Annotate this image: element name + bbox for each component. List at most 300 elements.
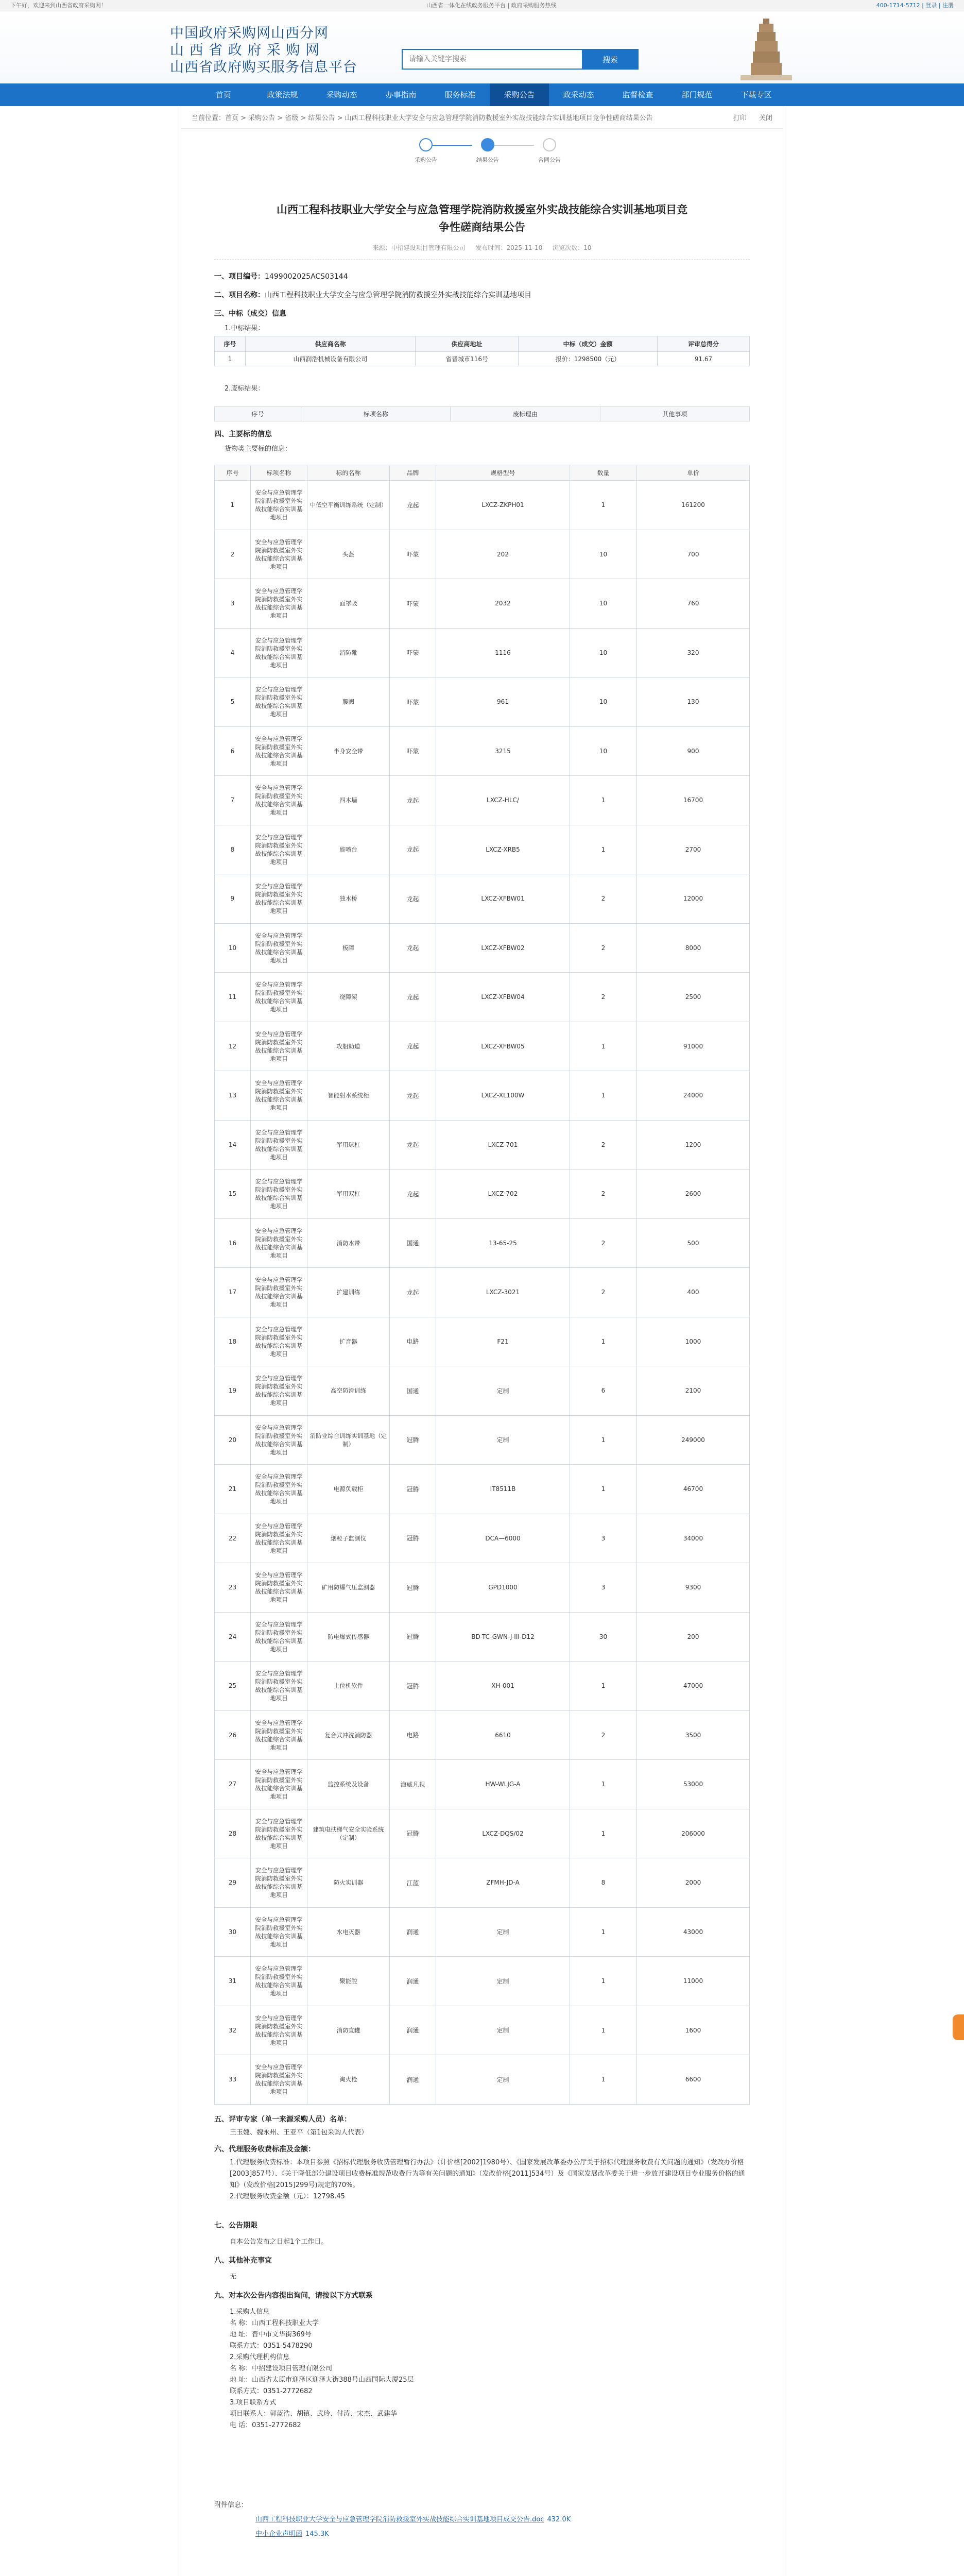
- table-row: [215, 1022, 750, 1071]
- table-row: [215, 2006, 750, 2055]
- table-cell: 安全与应急管理学院消防救援室外实战技能综合实训基地项目: [251, 1760, 307, 1809]
- table-cell: 23: [215, 1563, 251, 1613]
- table-cell: 能喷台: [307, 825, 390, 874]
- table-cell: 润通: [390, 1907, 436, 1957]
- table-cell: 3215: [436, 726, 570, 776]
- table-cell: 国通: [390, 1218, 436, 1268]
- table-cell: 1116: [436, 628, 570, 677]
- table-row: [215, 1268, 750, 1317]
- table-cell: LXCZ-XFBW04: [436, 973, 570, 1022]
- attachment-link[interactable]: 中小企业声明函: [255, 2530, 303, 2538]
- breadcrumb-text[interactable]: 当前位置：首页 > 采购公告 > 省级 > 结果公告 > 山西工程科技职业大学安全与应急管理学院消防救援室外实战技能综合实训基地项目竞争性磋商结果公告: [192, 114, 653, 122]
- table-row: [215, 1760, 750, 1809]
- table-cell: 龙起: [390, 973, 436, 1022]
- table-cell: LXCZ-HLC/: [436, 776, 570, 825]
- table-cell: 46700: [637, 1465, 750, 1514]
- table-cell: 电路: [390, 1317, 436, 1366]
- table-cell: 4: [215, 628, 251, 677]
- other-text: 无: [230, 2273, 237, 2281]
- table-cell: 19: [215, 1366, 251, 1416]
- close-button[interactable]: 关闭: [759, 114, 772, 122]
- table-cell: 2032: [436, 579, 570, 629]
- table-cell: 润通: [390, 2006, 436, 2055]
- failed-table: 序号 标项名称 废标理由 其他事项: [214, 406, 750, 421]
- table-cell: 2: [215, 530, 251, 579]
- table-cell: 1000: [637, 1317, 750, 1366]
- logo-line-3: 山西省政府购买服务信息平台: [170, 59, 357, 75]
- table-cell: 760: [637, 579, 750, 629]
- table-cell: 1: [215, 481, 251, 530]
- table-cell: 安全与应急管理学院消防救援室外实战技能综合实训基地项目: [251, 1415, 307, 1465]
- table-row: [215, 1317, 750, 1366]
- table-cell: 复合式冲洗消防器: [307, 1710, 390, 1760]
- table-cell: 消防直罐: [307, 2006, 390, 2055]
- meta-views: 浏览次数：10: [553, 244, 592, 251]
- table-cell: 安全与应急管理学院消防救援室外实战技能综合实训基地项目: [251, 1218, 307, 1268]
- goods-sub-label: 货物类主要标的信息：: [225, 445, 292, 453]
- table-cell: 8: [215, 825, 251, 874]
- table-cell: 安全与应急管理学院消防救援室外实战技能综合实训基地项目: [251, 1907, 307, 1957]
- table-row: [215, 1563, 750, 1613]
- table-cell: 吓蒙: [390, 677, 436, 727]
- table-cell: 安全与应急管理学院消防救援室外实战技能综合实训基地项目: [251, 825, 307, 874]
- table-cell: 水电灭器: [307, 1907, 390, 1957]
- section-project-name: 二、项目名称：山西工程科技职业大学安全与应急管理学院消防救援室外实战技能综合实训基地项目: [214, 291, 531, 299]
- table-cell: 安全与应急管理学院消防救援室外实战技能综合实训基地项目: [251, 1858, 307, 1908]
- table-cell: 江蓝: [390, 1858, 436, 1908]
- winner-table: 序号 供应商名称 供应商地址 中标（成交）金额 评审总得分 1 山西润浩机械设备有限公司 省晋城市116号 报价：1298500（元） 91.67: [214, 336, 750, 366]
- pagoda-logo-icon: [735, 15, 797, 82]
- table-cell: 龙起: [390, 1022, 436, 1071]
- section-other: 八、其他补充事宜: [214, 2256, 272, 2265]
- table-row: [215, 973, 750, 1022]
- table-cell: 27: [215, 1760, 251, 1809]
- table-cell: 30: [215, 1907, 251, 1957]
- table-cell: 2: [570, 1218, 637, 1268]
- table-cell: 7: [215, 776, 251, 825]
- table-cell: BD-TC-GWN-J-III-D12: [436, 1612, 570, 1662]
- search-button[interactable]: 搜索: [582, 49, 639, 70]
- top-utility-bar: [0, 0, 964, 11]
- table-cell: 安全与应急管理学院消防救援室外实战技能综合实训基地项目: [251, 1514, 307, 1563]
- table-cell: 安全与应急管理学院消防救援室外实战技能综合实训基地项目: [251, 530, 307, 579]
- table-cell: 龙起: [390, 1170, 436, 1219]
- table-cell: 91000: [637, 1022, 750, 1071]
- table-cell: 47000: [637, 1662, 750, 1711]
- table-cell: 安全与应急管理学院消防救援室外实战技能综合实训基地项目: [251, 1465, 307, 1514]
- table-cell: 12000: [637, 874, 750, 924]
- table-cell: 安全与应急管理学院消防救援室外实战技能综合实训基地项目: [251, 579, 307, 629]
- table-row: [215, 1071, 750, 1121]
- nav-announcements[interactable]: 采购公告: [490, 83, 549, 106]
- table-cell: 定制: [436, 2055, 570, 2105]
- attachment-link[interactable]: 山西工程科技职业大学安全与应急管理学院消防救援室外实战技能综合实训基地项目成交公告.doc: [255, 2515, 544, 2523]
- table-cell: 军用双杠: [307, 1170, 390, 1219]
- table-cell: 攻船助道: [307, 1022, 390, 1071]
- table-cell: 定制: [436, 1415, 570, 1465]
- table-cell: 安全与应急管理学院消防救援室外实战技能综合实训基地项目: [251, 874, 307, 924]
- table-cell: 安全与应急管理学院消防救援室外实战技能综合实训基地项目: [251, 1612, 307, 1662]
- table-cell: F21: [436, 1317, 570, 1366]
- table-cell: 202: [436, 530, 570, 579]
- table-cell: 军用球杠: [307, 1120, 390, 1170]
- table-cell: 烟粒子监测仪: [307, 1514, 390, 1563]
- table-cell: 1: [570, 1760, 637, 1809]
- table-cell: 9300: [637, 1563, 750, 1613]
- table-cell: 矿用防爆气压监测器: [307, 1563, 390, 1613]
- table-cell: 安全与应急管理学院消防救援室外实战技能综合实训基地项目: [251, 1071, 307, 1121]
- table-row: [215, 1957, 750, 2006]
- table-cell: 3: [215, 579, 251, 629]
- table-cell: 1: [570, 1071, 637, 1121]
- breadcrumb: [181, 106, 783, 129]
- table-cell: 2700: [637, 825, 750, 874]
- table-cell: 安全与应急管理学院消防救援室外实战技能综合实训基地项目: [251, 481, 307, 530]
- table-cell: 安全与应急管理学院消防救援室外实战技能综合实训基地项目: [251, 2006, 307, 2055]
- table-row: [215, 1809, 750, 1858]
- section-fee: 六、代理服务收费标准及金额：: [214, 2145, 315, 2154]
- table-cell: 32: [215, 2006, 251, 2055]
- table-cell: 建筑电扶梯气安全实验系统（定制）: [307, 1809, 390, 1858]
- table-cell: 2100: [637, 1366, 750, 1416]
- table-cell: 2000: [637, 1858, 750, 1908]
- table-cell: 龙起: [390, 1071, 436, 1121]
- table-row: [215, 1366, 750, 1416]
- table-cell: 2: [570, 923, 637, 973]
- fee-amount: 2.代理服务收费金额（元）：12798.45: [230, 2192, 345, 2200]
- nav-downloads[interactable]: 下载专区: [741, 90, 772, 99]
- table-cell: 6610: [436, 1710, 570, 1760]
- table-cell: 130: [637, 677, 750, 727]
- table-row: [215, 1465, 750, 1514]
- table-cell: 1: [570, 1415, 637, 1465]
- table-cell: 安全与应急管理学院消防救援室外实战技能综合实训基地项目: [251, 677, 307, 727]
- search-input[interactable]: [402, 49, 582, 70]
- step-done-icon: [419, 138, 433, 151]
- table-cell: 6600: [637, 2055, 750, 2105]
- section-contact: 九、对本次公告内容提出询问，请按以下方式联系: [214, 2291, 373, 2300]
- table-cell: 安全与应急管理学院消防救援室外实战技能综合实训基地项目: [251, 1809, 307, 1858]
- failed-result-label: 2.废标结果：: [225, 385, 265, 393]
- table-cell: 10: [570, 628, 637, 677]
- award-result-label: 1.中标结果：: [225, 325, 265, 332]
- table-cell: 11000: [637, 1957, 750, 2006]
- meta-source: 来源：中招建设项目管理有限公司: [372, 244, 466, 251]
- table-cell: 21: [215, 1465, 251, 1514]
- table-cell: HW-WLJG-A: [436, 1760, 570, 1809]
- table-cell: LXCZ-702: [436, 1170, 570, 1219]
- table-cell: 板障: [307, 923, 390, 973]
- table-cell: 9: [215, 874, 251, 924]
- table-cell: 安全与应急管理学院消防救援室外实战技能综合实训基地项目: [251, 973, 307, 1022]
- step-label[interactable]: 采购公告: [415, 157, 437, 163]
- table-cell: 腰阀: [307, 677, 390, 727]
- period-text: 自本公告发布之日起1个工作日。: [230, 2238, 328, 2246]
- table-cell: 15: [215, 1170, 251, 1219]
- table-cell: 1: [570, 1809, 637, 1858]
- table-row: [215, 1662, 750, 1711]
- table-cell: LXCZ-XFBW05: [436, 1022, 570, 1071]
- table-cell: 1: [570, 1317, 637, 1366]
- experts-list: 王玉婕、魏永州、王亚平（第1包采购人代表）: [230, 2128, 368, 2137]
- attachments: 附件信息： 山西工程科技职业大学安全与应急管理学院消防救援室外实战技能综合实训基地项目成交公告.doc 432.0K 中小企业声明函 145.3K: [214, 2498, 750, 2541]
- table-cell: 3500: [637, 1710, 750, 1760]
- table-cell: 半身安全带: [307, 726, 390, 776]
- table-cell: 10: [215, 923, 251, 973]
- table-cell: 冠腾: [390, 1662, 436, 1711]
- table-cell: 吓蒙: [390, 726, 436, 776]
- table-cell: 龙起: [390, 923, 436, 973]
- table-cell: ZFMH-JD-A: [436, 1858, 570, 1908]
- table-cell: 高空防滑训练: [307, 1366, 390, 1416]
- table-cell: 安全与应急管理学院消防救援室外实战技能综合实训基地项目: [251, 1563, 307, 1613]
- table-cell: 1: [570, 1022, 637, 1071]
- table-cell: 1200: [637, 1120, 750, 1170]
- table-cell: 龙起: [390, 825, 436, 874]
- step-label[interactable]: 结果公告: [476, 157, 499, 163]
- table-cell: 17: [215, 1268, 251, 1317]
- table-row: [215, 1710, 750, 1760]
- table-cell: 消防业综合训练实训基地（定制）: [307, 1415, 390, 1465]
- table-cell: 电源负载柜: [307, 1465, 390, 1514]
- table-row: [215, 1612, 750, 1662]
- content-page: [181, 106, 783, 2576]
- table-cell: GPD1000: [436, 1563, 570, 1613]
- table-cell: 独木桥: [307, 874, 390, 924]
- table-cell: 249000: [637, 1415, 750, 1465]
- table-cell: IT8511B: [436, 1465, 570, 1514]
- table-cell: 龙起: [390, 776, 436, 825]
- table-cell: 2: [570, 1268, 637, 1317]
- announcement-article: [214, 191, 750, 2541]
- table-cell: DCA—6000: [436, 1514, 570, 1563]
- table-cell: 24000: [637, 1071, 750, 1121]
- table-row: [215, 825, 750, 874]
- table-cell: 国通: [390, 1366, 436, 1416]
- table-cell: 润通: [390, 2055, 436, 2105]
- table-cell: 320: [637, 628, 750, 677]
- nav-home[interactable]: 首页: [215, 90, 231, 99]
- table-cell: 定制: [436, 2006, 570, 2055]
- table-cell: 吓蒙: [390, 530, 436, 579]
- step-pending-icon: [543, 138, 556, 151]
- table-cell: 监控系统及设备: [307, 1760, 390, 1809]
- table-cell: 3: [570, 1563, 637, 1613]
- contact-lines: 1.采购人信息 名 称：山西工程科技职业大学 地 址：晋中市文华街369号 联系方式：0351-5478290 2.采购代理机构信息 名 称：中招建设项目管理有限公司 地 址：山西省太原市迎泽区迎泽大街388号山西国际大厦25层 联系方式：0351-2772682 3.项目联系方式 项目联系人：郭蓝浩、胡镇、武玲、付涛、宋杰、武建华 电 话：0351-2772682: [230, 2308, 414, 2429]
- table-cell: 1: [570, 1907, 637, 1957]
- table-cell: LXCZ-3021: [436, 1268, 570, 1317]
- table-cell: 润通: [390, 1957, 436, 2006]
- table-cell: 消防水带: [307, 1218, 390, 1268]
- attachments-label: 附件信息：: [214, 2501, 248, 2509]
- login-links[interactable]: 400-1714-5712 | 登录 | 注册: [876, 2, 954, 9]
- table-row: [215, 1514, 750, 1563]
- table-cell: 2600: [637, 1170, 750, 1219]
- table-cell: 2500: [637, 973, 750, 1022]
- table-cell: 安全与应急管理学院消防救援室外实战技能综合实训基地项目: [251, 1268, 307, 1317]
- nav-dynamics[interactable]: 政采动态: [563, 90, 594, 99]
- step-label[interactable]: 合同公告: [538, 157, 561, 163]
- table-cell: LXCZ-701: [436, 1120, 570, 1170]
- table-cell: 10: [570, 579, 637, 629]
- table-cell: 24: [215, 1612, 251, 1662]
- table-row: [215, 2055, 750, 2105]
- search-box: [402, 49, 639, 70]
- table-cell: 安全与应急管理学院消防救援室外实战技能综合实训基地项目: [251, 2055, 307, 2105]
- float-service-icon[interactable]: [953, 2014, 964, 2040]
- table-cell: 400: [637, 1268, 750, 1317]
- section-award-info: 三、中标（成交）信息: [214, 310, 286, 318]
- table-cell: 防电爆式传感器: [307, 1612, 390, 1662]
- table-cell: LXCZ-XRB5: [436, 825, 570, 874]
- table-cell: 安全与应急管理学院消防救援室外实战技能综合实训基地项目: [251, 1317, 307, 1366]
- table-cell: 绕障架: [307, 973, 390, 1022]
- table-cell: 上位机软件: [307, 1662, 390, 1711]
- nav-guide[interactable]: 办事指南: [385, 90, 417, 99]
- table-cell: 14: [215, 1120, 251, 1170]
- table-cell: 冠腾: [390, 1612, 436, 1662]
- table-cell: 10: [570, 726, 637, 776]
- table-cell: 22: [215, 1514, 251, 1563]
- table-cell: 1600: [637, 2006, 750, 2055]
- table-cell: 20: [215, 1415, 251, 1465]
- table-cell: 淘火枪: [307, 2055, 390, 2105]
- table-cell: 冠腾: [390, 1563, 436, 1613]
- table-cell: 10: [570, 530, 637, 579]
- table-cell: 安全与应急管理学院消防救援室外实战技能综合实训基地项目: [251, 726, 307, 776]
- table-cell: 吓蒙: [390, 579, 436, 629]
- table-cell: 安全与应急管理学院消防救援室外实战技能综合实训基地项目: [251, 776, 307, 825]
- table-cell: 34000: [637, 1514, 750, 1563]
- table-cell: 25: [215, 1662, 251, 1711]
- table-cell: 8000: [637, 923, 750, 973]
- table-cell: 安全与应急管理学院消防救援室外实战技能综合实训基地项目: [251, 923, 307, 973]
- table-cell: 龙起: [390, 481, 436, 530]
- section-goods: 四、主要标的信息: [214, 430, 272, 438]
- table-cell: 30: [570, 1612, 637, 1662]
- table-row: [215, 874, 750, 924]
- table-cell: 1: [570, 1465, 637, 1514]
- table-cell: 1: [570, 776, 637, 825]
- table-cell: 吓蒙: [390, 628, 436, 677]
- nav-standards[interactable]: 服务标准: [444, 90, 476, 99]
- table-cell: 13-65-25: [436, 1218, 570, 1268]
- logo-line-1: 中国政府采购网山西分网: [170, 25, 329, 41]
- table-row: [215, 923, 750, 973]
- section-period: 七、公告期限: [214, 2221, 257, 2230]
- table-cell: 龙起: [390, 1268, 436, 1317]
- table-cell: 冠腾: [390, 1809, 436, 1858]
- table-cell: 1: [570, 481, 637, 530]
- table-row: [215, 1415, 750, 1465]
- table-cell: 43000: [637, 1907, 750, 1957]
- site-logo[interactable]: [170, 25, 357, 76]
- table-cell: 2: [570, 874, 637, 924]
- table-row: [215, 1170, 750, 1219]
- table-cell: 1: [570, 2006, 637, 2055]
- table-cell: 1: [570, 1957, 637, 2006]
- table-cell: 海威凡视: [390, 1760, 436, 1809]
- table-cell: 8: [570, 1858, 637, 1908]
- table-cell: 1: [570, 825, 637, 874]
- print-button[interactable]: 打印: [733, 114, 747, 122]
- main-nav: [0, 83, 964, 106]
- table-cell: 161200: [637, 481, 750, 530]
- table-cell: 961: [436, 677, 570, 727]
- table-row: [215, 726, 750, 776]
- table-row: [215, 481, 750, 530]
- table-cell: 冠腾: [390, 1415, 436, 1465]
- table-cell: 安全与应急管理学院消防救援室外实战技能综合实训基地项目: [251, 1170, 307, 1219]
- table-cell: LXCZ-ZKPH01: [436, 481, 570, 530]
- table-cell: 电路: [390, 1710, 436, 1760]
- table-cell: 31: [215, 1957, 251, 2006]
- nav-news[interactable]: 采购动态: [326, 90, 357, 99]
- table-cell: 2: [570, 1120, 637, 1170]
- table-cell: 安全与应急管理学院消防救援室外实战技能综合实训基地项目: [251, 1957, 307, 2006]
- table-row: 1 山西润浩机械设备有限公司 省晋城市116号 报价：1298500（元） 91.67: [215, 352, 750, 366]
- table-row: [215, 776, 750, 825]
- section-project-no: 一、项目编号：1499002025ACS03144: [214, 273, 348, 281]
- nav-policy[interactable]: 政策法规: [267, 90, 298, 99]
- table-cell: 定制: [436, 1907, 570, 1957]
- nav-supervision[interactable]: 监督检查: [622, 90, 653, 99]
- table-cell: LXCZ-XL100W: [436, 1071, 570, 1121]
- table-cell: 700: [637, 530, 750, 579]
- logo-line-2: 山 西 省 政 府 采 购 网: [170, 42, 320, 58]
- table-cell: 33: [215, 2055, 251, 2105]
- nav-dept[interactable]: 部门规范: [681, 90, 713, 99]
- goods-table: 序号 标项名称 标的名称 品牌 规格型号 数量 单价 1 安全与应急管理学院消防救援室外实战技能综合实训基地项目 中低空平衡训练系统（定制） 龙起 LXCZ-ZKPH01 1 161200 2 安全与应急管理学院消防救援室外实战技能综合实训基地项目 头盔 吓蒙 202 10 700 3 安全与应急管理学院消防救援室外实战技能综合实训基地项目 面罩吸 吓蒙 2032 10 760 4 安全与应急管理学院消防救援室外实战技能综合实训基地项目 消防靴 吓蒙 1116 10 320 5 安全与应急管理学院消防救援室外实战技能综合实训基地项目 腰阀 吓蒙 961 10 130 6 安全与应急管理学院消防救援室外实战技能综合实训基地项目 半身安全带 吓蒙 3215 10 900 7 安全与应急管理学院消防救援室外实战技能综合实训基地项目 四木墙 龙起 LXCZ-HLC/ 1 16700 8 安全与应急管理学院消防救援室外实战技能综合实训基地项目 能喷台 龙起 LXCZ-XRB5 1 2700 9 安全与应急管理学院消防救援室外实战技能综合实训基地项目 独木桥 龙起 LXCZ-XFBW01 2 12000 10 安全与应急管理学院消防救援室外实战技能综合实训基地项目 板障 龙起 LXCZ-XFBW02 2 8000 11 安全与应急管理学院消防救援室外实战技能综合实训基地项目 绕障架 龙起 LXCZ-XFBW04 2 2500 12 安全与应急管理学院消防救援室外实战技能综合实训基地项目 攻船助道 龙起 LXCZ-XFBW05 1 91000 13 安全与应急管理学院消防救援室外实战技能综合实训基地项目 智能射水系统柜 龙起 LXCZ-XL100W 1 24000 14 安全与应急管理学院消防救援室外实战技能综合实训基地项目 军用球杠 龙起 LXCZ-701 2 1200 15 安全与应急管理学院消防救援室外实战技能综合实训基地项目 军用双杠 龙起 LXCZ-702 2 2600 16 安全与应急管理学院消防救援室外实战技能综合实训基地项目 消防水带 国通 13-65-25 2 500 17 安全与应急管理学院消防救援室外实战技能综合实训基地项目 扩建训练 龙起 LXCZ-3021 2 400 18 安全与应急管理学院消防救援室外实战技能综合实训基地项目 扩音器 电路 F21 1 1000 19 安全与应急管理学院消防救援室外实战技能综合实训基地项目 高空防滑训练 国通 定制 6 2100 20 安全与应急管理学院消防救援室外实战技能综合实训基地项目 消防业综合训练实训基地（定制） 冠腾 定制 1 249000 21 安全与应急管理学院消防救援室外实战技能综合实训基地项目 电源负载柜 冠腾 IT8511B 1 46700 22 安全与应急管理学院消防救援室外实战技能综合实训基地项目 烟粒子监测仪 冠腾 DCA—6000 3 34000 23 安全与应急管理学院消防救援室外实战技能综合实训基地项目 矿用防爆气压监测器 冠腾 GPD1000 3 9300 24 安全与应急管理学院消防救援室外实战技能综合实训基地项目 防电爆式传感器 冠腾 BD-TC-GWN-J-III-D12 30 200 25 安全与应急管理学院消防救援室外实战技能综合实训基地项目 上位机软件 冠腾 XH-001 1 47000 26 安全与应急管理学院消防救援室外实战技能综合实训基地项目 复合式冲洗消防器 电路 6610 2 3500 27 安全与应急管理学院消防救援室外实战技能综合实训基地项目 监控系统及设备 海威凡视 HW-WLJG-A 1 53000 28 安全与应急管理学院消防救援室外实战技能综合实训基地项目 建筑电扶梯气安全实验系统（定制） 冠腾 LXCZ-DQS/02 1 206000 29 安全与应急管理学院消防救援室外实战技能综合实训基地项目 防火实训器 江蓝 ZFMH-JD-A 8 2000 30 安全与应急管理学院消防救援室外实战技能综合实训基地项目 水电灭器 润通 定制 1 43000 31 安全与应急管理学院消防救援室外实战技能综合实训基地项目 聚能腔 润通 定制 1 11000 32 安全与应急管理学院消防救援室外实战技能综合实训基地项目 消防直罐 润通 定制 1 1600 33 安全与应急管理学院消防救援室外实战技能综合实训基地项目 淘火枪 润通 定制 1 6600: [214, 465, 750, 2105]
- table-cell: 6: [570, 1366, 637, 1416]
- site-header: [0, 11, 964, 83]
- progress-steps: [181, 129, 783, 191]
- table-cell: 冠腾: [390, 1465, 436, 1514]
- fee-standard: 1.代理服务收费标准：本项目参照《招标代理服务收费管理暂行办法》（计价格[2002]1980号）、《国家发展改革委办公厅关于招标代理服务收费有关问题的通知》（发改办价格[2003]857号）、《关于降低部分建设项目收费标准规范收费行为等有关问题的通知》（发改价格[2011]534号）及《国家发展改革委关于进一步放开建设项目专业服务价格的通知》（发改价格[2015]299号)规定的70%。: [230, 2158, 745, 2189]
- greeting-text: 下午好，欢迎来到山西省政府采购网！: [10, 2, 107, 9]
- table-row: [215, 628, 750, 677]
- table-cell: 冠腾: [390, 1514, 436, 1563]
- table-cell: 12: [215, 1022, 251, 1071]
- table-cell: 206000: [637, 1809, 750, 1858]
- table-cell: 2: [570, 1710, 637, 1760]
- table-cell: 扩音器: [307, 1317, 390, 1366]
- table-cell: 29: [215, 1858, 251, 1908]
- table-cell: 安全与应急管理学院消防救援室外实战技能综合实训基地项目: [251, 628, 307, 677]
- table-row: [215, 1218, 750, 1268]
- page-title: 山西工程科技职业大学安全与应急管理学院消防救援室外实战技能综合实训基地项目竞争性磋商结果公告: [277, 204, 687, 233]
- table-row: [215, 530, 750, 579]
- table-cell: 900: [637, 726, 750, 776]
- table-cell: 16: [215, 1218, 251, 1268]
- table-cell: 聚能腔: [307, 1957, 390, 2006]
- step-current-icon: [481, 138, 494, 151]
- table-cell: 28: [215, 1809, 251, 1858]
- table-cell: 26: [215, 1710, 251, 1760]
- table-cell: 3: [570, 1514, 637, 1563]
- table-row: [215, 677, 750, 727]
- meta-date: 发布时间：2025-11-10: [475, 244, 543, 251]
- article-meta: [214, 241, 750, 260]
- table-cell: 18: [215, 1317, 251, 1366]
- table-cell: 安全与应急管理学院消防救援室外实战技能综合实训基地项目: [251, 1022, 307, 1071]
- table-cell: 扩建训练: [307, 1268, 390, 1317]
- table-cell: 安全与应急管理学院消防救援室外实战技能综合实训基地项目: [251, 1662, 307, 1711]
- service-text: 山西省一体化在线政务服务平台 | 政府采购服务热线: [426, 2, 557, 9]
- table-row: [215, 1120, 750, 1170]
- table-cell: 6: [215, 726, 251, 776]
- table-cell: 13: [215, 1071, 251, 1121]
